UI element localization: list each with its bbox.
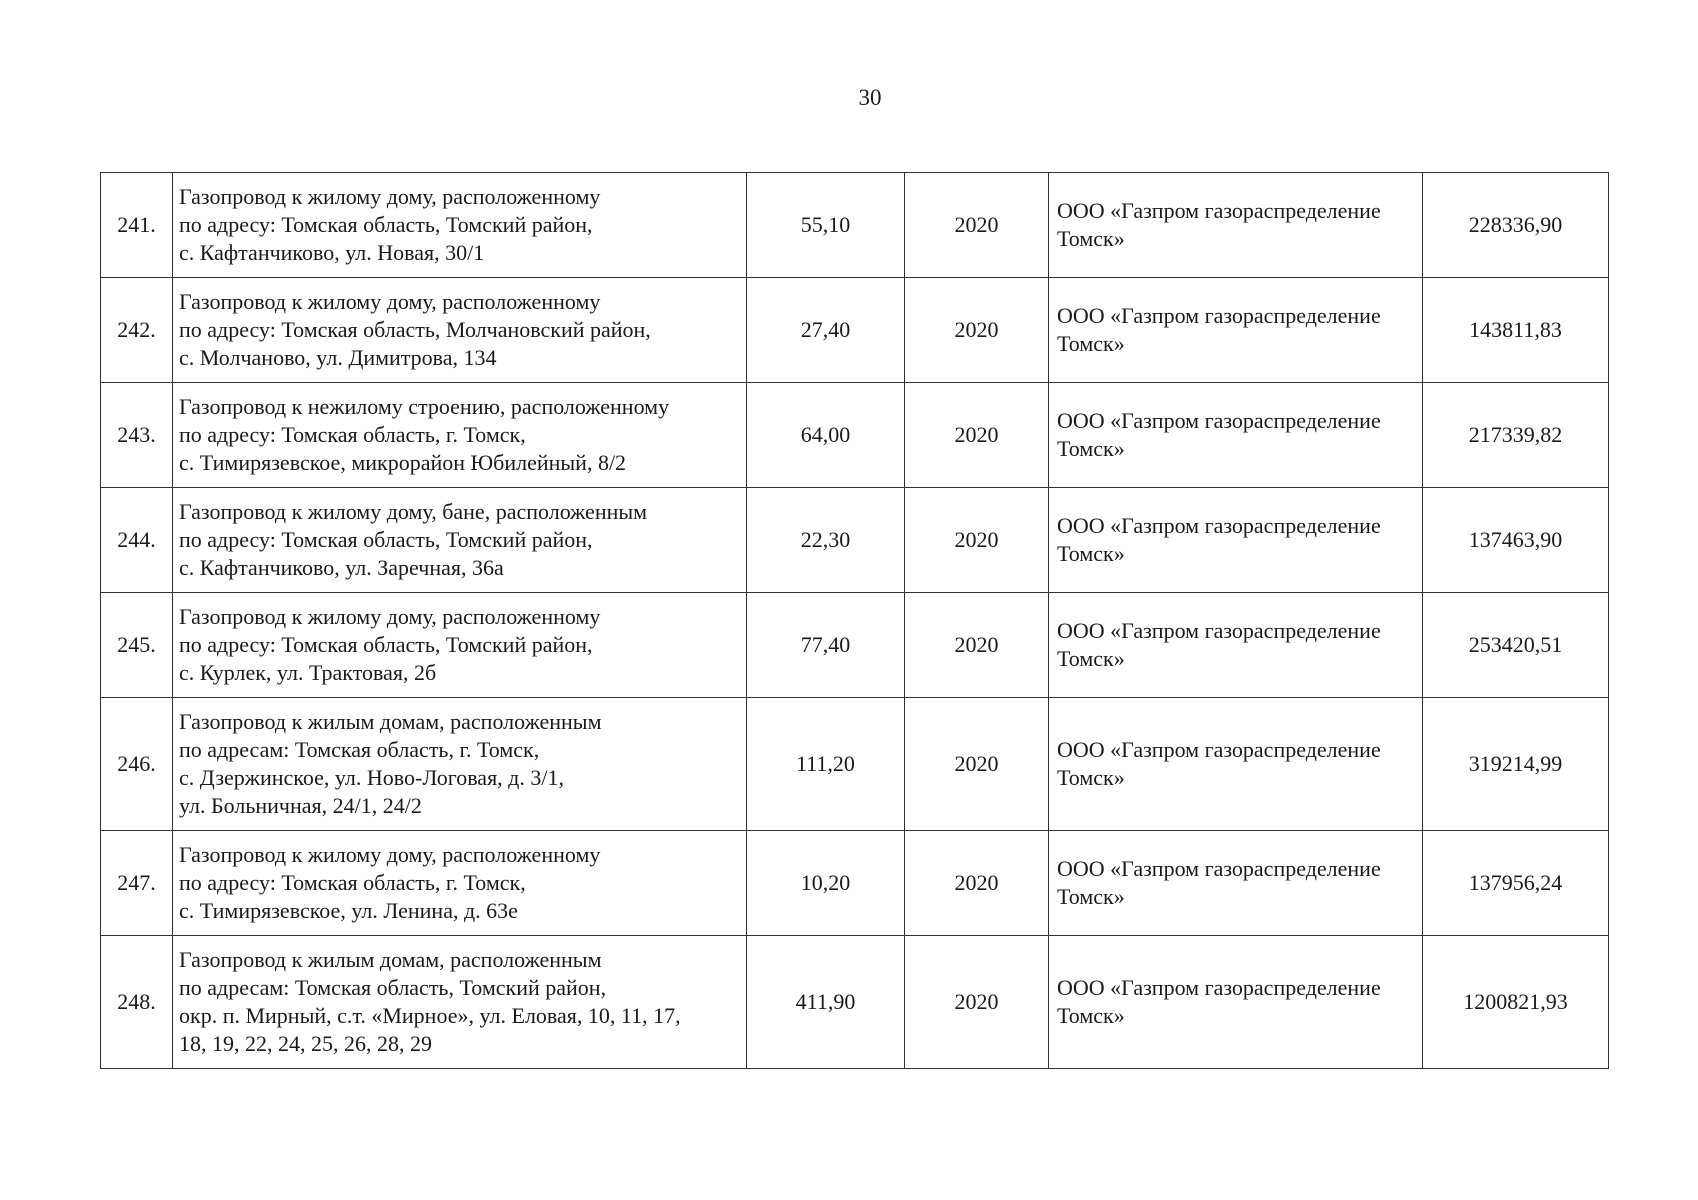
length-cell: 64,00 — [747, 383, 905, 488]
year-cell: 2020 — [905, 173, 1049, 278]
object-name-line: ул. Больничная, 24/1, 24/2 — [179, 793, 422, 818]
object-name-line: Газопровод к жилым домам, расположенным — [179, 947, 602, 972]
row-number: 242. — [101, 278, 173, 383]
owner-cell — [1049, 936, 1423, 1069]
owner-line: ООО «Газпром газораспределение — [1057, 975, 1381, 1000]
owner-cell — [1049, 831, 1423, 936]
object-name-line: с. Молчаново, ул. Димитрова, 134 — [179, 345, 497, 370]
year-cell: 2020 — [905, 383, 1049, 488]
object-name-line: с. Кафтанчиково, ул. Новая, 30/1 — [179, 240, 485, 265]
owner-line: ООО «Газпром газораспределение — [1057, 408, 1381, 433]
row-number: 248. — [101, 936, 173, 1069]
object-name-line: окр. п. Мирный, с.т. «Мирное», ул. Еловая, 10, 11, 17, — [179, 1003, 681, 1028]
cost-cell: 1200821,93 — [1423, 936, 1609, 1069]
object-name-line: по адресу: Томская область, Молчановский район, — [179, 317, 651, 342]
object-name-line: Газопровод к жилому дому, расположенному — [179, 604, 601, 629]
owner-line: Томск» — [1057, 226, 1125, 251]
cost-cell: 319214,99 — [1423, 698, 1609, 831]
object-name-line: Газопровод к жилому дому, расположенному — [179, 289, 601, 314]
object-name-line: по адресам: Томская область, г. Томск, — [179, 737, 540, 762]
table-row — [101, 488, 1609, 593]
year-cell: 2020 — [905, 593, 1049, 698]
owner-cell — [1049, 383, 1423, 488]
length-cell: 411,90 — [747, 936, 905, 1069]
cost-cell: 228336,90 — [1423, 173, 1609, 278]
object-name-line: Газопровод к жилому дому, бане, расположенным — [179, 499, 648, 524]
object-name-line: с. Тимирязевское, ул. Ленина, д. 63е — [179, 898, 518, 923]
length-cell: 111,20 — [747, 698, 905, 831]
owner-line: Томск» — [1057, 646, 1125, 671]
owner-line: Томск» — [1057, 1003, 1125, 1028]
year-cell: 2020 — [905, 278, 1049, 383]
year-cell: 2020 — [905, 698, 1049, 831]
object-name-line: Газопровод к жилым домам, расположенным — [179, 709, 602, 734]
owner-line: ООО «Газпром газораспределение — [1057, 618, 1381, 643]
owner-cell — [1049, 278, 1423, 383]
object-name-cell — [173, 593, 747, 698]
object-name-cell — [173, 278, 747, 383]
object-name-line: с. Курлек, ул. Трактовая, 2б — [179, 660, 437, 685]
owner-line: ООО «Газпром газораспределение — [1057, 198, 1381, 223]
object-name-line: с. Тимирязевское, микрорайон Юбилейный, 8/2 — [179, 450, 627, 475]
table-row — [101, 936, 1609, 1069]
object-name-cell — [173, 488, 747, 593]
owner-cell — [1049, 593, 1423, 698]
owner-line: ООО «Газпром газораспределение — [1057, 513, 1381, 538]
table-row — [101, 831, 1609, 936]
object-name-cell — [173, 831, 747, 936]
cost-cell: 137463,90 — [1423, 488, 1609, 593]
year-cell: 2020 — [905, 936, 1049, 1069]
cost-cell: 217339,82 — [1423, 383, 1609, 488]
owner-line: ООО «Газпром газораспределение — [1057, 737, 1381, 762]
owner-line: ООО «Газпром газораспределение — [1057, 303, 1381, 328]
cost-cell: 137956,24 — [1423, 831, 1609, 936]
owner-line: Томск» — [1057, 541, 1125, 566]
year-cell: 2020 — [905, 831, 1049, 936]
table-row — [101, 698, 1609, 831]
row-number: 247. — [101, 831, 173, 936]
object-name-line: по адресам: Томская область, Томский район, — [179, 975, 607, 1000]
length-cell: 10,20 — [747, 831, 905, 936]
owner-line: Томск» — [1057, 884, 1125, 909]
owner-line: Томск» — [1057, 436, 1125, 461]
table-row — [101, 593, 1609, 698]
object-name-line: по адресу: Томская область, г. Томск, — [179, 870, 526, 895]
owner-cell — [1049, 173, 1423, 278]
owner-line: ООО «Газпром газораспределение — [1057, 856, 1381, 881]
object-name-line: с. Дзержинское, ул. Ново-Логовая, д. 3/1, — [179, 765, 564, 790]
owner-cell — [1049, 488, 1423, 593]
cost-cell: 253420,51 — [1423, 593, 1609, 698]
owner-line: Томск» — [1057, 765, 1125, 790]
object-name-line: Газопровод к нежилому строению, расположенному — [179, 394, 670, 419]
object-name-cell — [173, 383, 747, 488]
object-name-cell — [173, 936, 747, 1069]
owner-cell — [1049, 698, 1423, 831]
object-name-line: по адресу: Томская область, Томский район, — [179, 632, 593, 657]
object-name-line: Газопровод к жилому дому, расположенному — [179, 842, 601, 867]
row-number: 245. — [101, 593, 173, 698]
object-name-line: по адресу: Томская область, г. Томск, — [179, 422, 526, 447]
length-cell: 22,30 — [747, 488, 905, 593]
page-number: 30 — [858, 85, 882, 110]
object-name-line: по адресу: Томская область, Томский район, — [179, 212, 593, 237]
object-name-line: с. Кафтанчиково, ул. Заречная, 36а — [179, 555, 504, 580]
table-row — [101, 173, 1609, 278]
row-number: 241. — [101, 173, 173, 278]
cost-cell: 143811,83 — [1423, 278, 1609, 383]
length-cell: 77,40 — [747, 593, 905, 698]
length-cell: 27,40 — [747, 278, 905, 383]
row-number: 246. — [101, 698, 173, 831]
object-name-cell — [173, 698, 747, 831]
row-number: 243. — [101, 383, 173, 488]
table-row — [101, 383, 1609, 488]
length-cell: 55,10 — [747, 173, 905, 278]
owner-line: Томск» — [1057, 331, 1125, 356]
year-cell: 2020 — [905, 488, 1049, 593]
registry-table — [100, 172, 1609, 1069]
object-name-line: 18, 19, 22, 24, 25, 26, 28, 29 — [179, 1031, 432, 1056]
object-name-cell — [173, 173, 747, 278]
row-number: 244. — [101, 488, 173, 593]
object-name-line: Газопровод к жилому дому, расположенному — [179, 184, 601, 209]
object-name-line: по адресу: Томская область, Томский район, — [179, 527, 593, 552]
table-row — [101, 278, 1609, 383]
